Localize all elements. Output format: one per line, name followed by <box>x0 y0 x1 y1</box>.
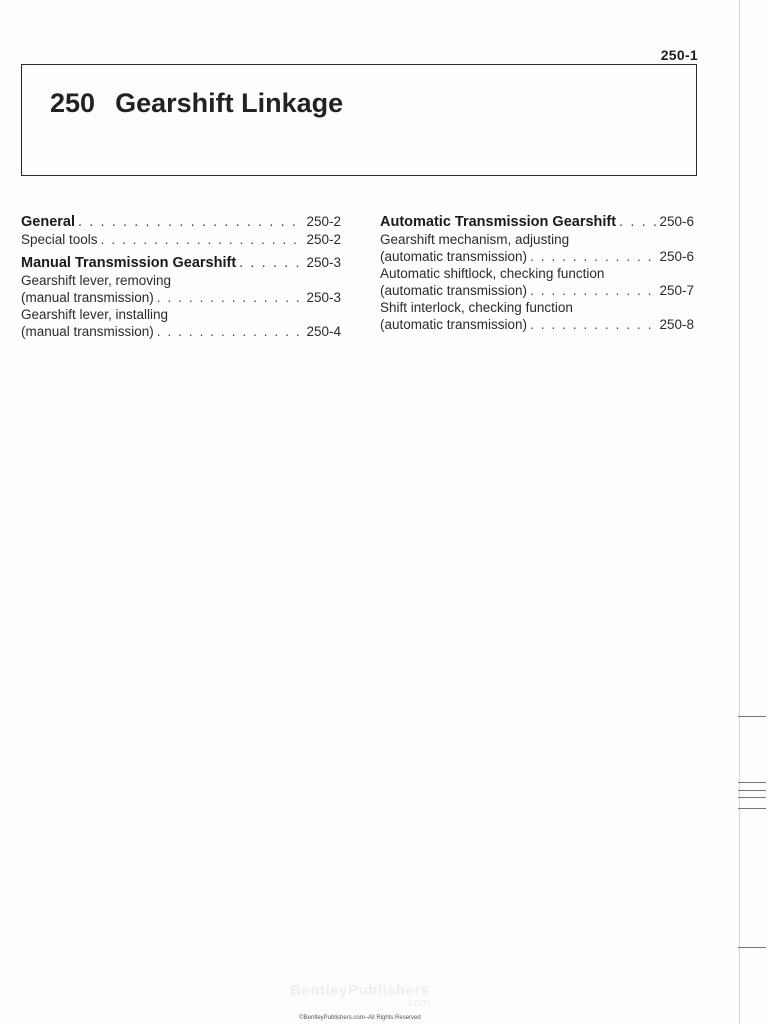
edge-rule <box>738 790 766 791</box>
toc-entry-automatic-gearshift[interactable] <box>380 213 694 231</box>
edge-rule <box>738 808 766 809</box>
toc-entry-mechanism-adjusting[interactable] <box>380 231 694 265</box>
toc-entry-general[interactable] <box>21 213 341 231</box>
toc-label: Special tools <box>21 232 98 247</box>
dot-leader <box>157 323 304 340</box>
page-edge-line <box>739 0 740 1024</box>
toc-page: 250-2 <box>306 214 341 229</box>
toc-entry-special-tools[interactable] <box>21 231 341 248</box>
dot-leader <box>530 316 656 333</box>
dot-leader <box>530 248 656 265</box>
toc-label: Gearshift mechanism, adjusting <box>380 232 570 247</box>
watermark-suffix: .com <box>404 997 430 1009</box>
toc-page: 250-7 <box>659 283 694 298</box>
toc-label-cont: (automatic transmission) <box>380 317 528 332</box>
dot-leader <box>78 214 303 231</box>
chapter-title <box>50 88 343 119</box>
toc-entry-shiftlock[interactable] <box>380 265 694 299</box>
toc-entry-lever-installing[interactable] <box>21 306 341 340</box>
copyright-notice: ©BentleyPublishers.com–All Rights Reserved <box>299 1015 421 1021</box>
toc-label: Manual Transmission Gearshift <box>21 255 237 271</box>
page-number: 250-1 <box>660 47 698 63</box>
toc-label: Shift interlock, checking function <box>380 300 573 315</box>
toc-page: 250-2 <box>306 232 341 247</box>
toc-left-column <box>21 213 341 340</box>
toc-page: 250-4 <box>306 324 341 339</box>
toc-page: 250-8 <box>659 317 694 332</box>
toc-label: Gearshift lever, installing <box>21 307 169 322</box>
toc-label-cont: (manual transmission) <box>21 290 154 305</box>
dot-leader <box>239 255 303 272</box>
toc-page: 250-6 <box>659 249 694 264</box>
toc-label-cont: (automatic transmission) <box>380 283 528 298</box>
toc-label-cont: (manual transmission) <box>21 324 154 339</box>
publisher-watermark <box>280 982 440 1009</box>
edge-rule <box>738 947 766 948</box>
toc-label: Gearshift lever, removing <box>21 273 172 288</box>
edge-rule <box>738 782 766 783</box>
edge-rule <box>738 716 766 717</box>
toc-page: 250-3 <box>306 255 341 270</box>
chapter-number: 250 <box>50 88 96 118</box>
toc-entry-lever-removing[interactable] <box>21 272 341 306</box>
toc-page: 250-3 <box>306 290 341 305</box>
toc-label: General <box>21 214 75 230</box>
toc-right-column <box>380 213 694 333</box>
toc-page: 250-6 <box>659 214 694 229</box>
watermark-text: BentleyPublishers <box>290 982 430 999</box>
dot-leader <box>101 231 304 248</box>
toc-label-cont: (automatic transmission) <box>380 249 528 264</box>
toc-entry-interlock[interactable] <box>380 299 694 333</box>
toc-entry-manual-gearshift[interactable] <box>21 254 341 272</box>
edge-rule <box>738 797 766 798</box>
dot-leader <box>619 214 656 231</box>
dot-leader <box>157 289 304 306</box>
toc-label: Automatic Transmission Gearshift <box>380 214 617 230</box>
dot-leader <box>530 282 656 299</box>
toc-label: Automatic shiftlock, checking function <box>380 266 605 281</box>
chapter-title-box <box>21 64 697 176</box>
chapter-name: Gearshift Linkage <box>115 88 344 118</box>
